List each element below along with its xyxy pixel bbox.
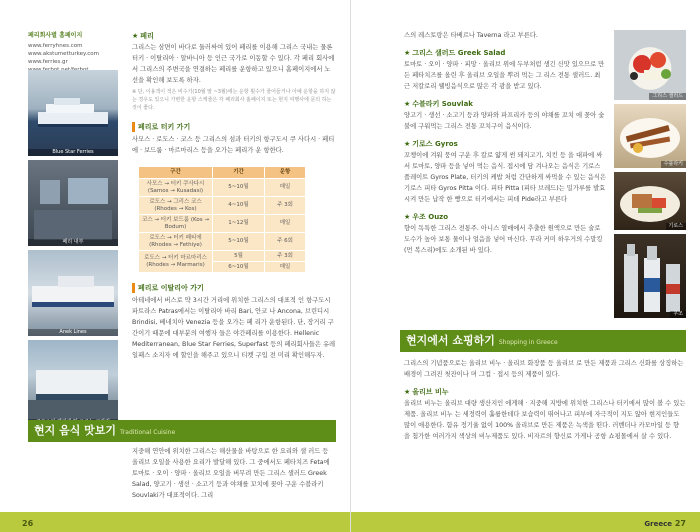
ferry-interior-photo [28,160,118,246]
photo-caption: 페리 내부 [28,239,118,246]
souvlaki-photo [614,104,686,168]
food-band-title: 현지 음식 맛보기 [34,424,117,437]
ferry-schedule-table [138,166,306,273]
table-row: 로도스 → 터키 페티에 (Rhodes → Fethiye) 5~10월 주 6회 [139,233,306,251]
food-section-band [28,420,336,442]
table-row: 로도스 → 터키 마르마리스 (Rhodes → Marmaris) 5월 주 3회 [139,251,306,262]
ouzo-photo [614,234,686,318]
gyros-heading: ★ 기로스 Gyros [404,140,458,148]
table-row: 6~10월 매일 [139,262,306,273]
sidebar-link[interactable]: www.ferries.gr [28,59,68,65]
greek-salad-photo [614,30,686,100]
photo-caption: 기로스 [666,223,687,230]
star-icon: ★ [404,213,411,221]
sidebar-link[interactable]: www.akstumetturkey.com [28,51,99,57]
ouzo-heading: ★ 우조 Ouzo [404,213,449,221]
table-header: 기간 [213,167,265,179]
country-label: Greece [644,520,672,528]
table-header: 운항 [265,167,306,179]
food-band-subtitle: Traditional Cuisine [120,429,176,436]
left-footer-bar [0,512,350,532]
star-icon: ★ [404,100,411,108]
cuisine-text-column [404,30,606,256]
photo-caption: 그리스 샐러드 [649,93,686,100]
gyros-photo [614,172,686,230]
star-icon: ★ [404,140,411,148]
star-icon: ★ [404,388,411,396]
shopping-section-band [400,330,686,352]
turkey-body: 사모스 · 로도스 · 코스 등 그리스의 섬과 터키의 항구도시 쿠 사다시 · 페티에 · 보드룸 · 마르마리스 등을 오가는 페리가 운 항한다. [132,136,335,154]
shopping-band-subtitle: Shopping in Greece [498,339,558,346]
shopping-band-title: 현지에서 쇼핑하기 [406,334,495,347]
souvlaki-heading: ★ 수블라키 Souvlak [404,100,473,108]
anek-lines-photo [28,250,118,336]
table-row: 사모스 → 터키 쿠사다시 (Samos → Kusadasi) 5~10월 매일 [139,179,306,197]
greek-salad-body: 토마토 · 오이 · 양파 · 피망 · 올리브 위에 두부처럼 생긴 신맛 있으므로 만든 페타치즈를 올린 후 올리브 오일을 뿌려 먹는 그 리스 전통 샐러드. 최근 저칼로리 웰빙음식으로 많은 각 광을 받고 있다. [404,61,605,90]
italy-body: 아테네에서 버스로 약 3시간 거리에 위치한 그리스의 대표적 인 항구도시 파트라스 Patras에서는 이탈리아 바리 Bari, 안코 나 Ancona, 브린디시 Brindisi, 베네치아 Venezia 등을 오가는 페 리가 운항된다. 단, 장거리 구간이기 때문에 대부분의 여행자 들은 야간페리를 이용한다. Hellenic Mediterranean, Blue Star Ferries, Superfast 등의 페리회사들은 유레일패스 소지자 에 할인을 해주고 있으니 티켓 구입 전 미리 확인해두자. [132,297,336,359]
shopping-body: 그리스의 기념품으로는 올리브 비누 · 올리브 화장품 등 올리브 로 만든 제품과 그리스 신화를 상징하는 배경이 그려진 첫잔이나 머 그컵 · 접시 등의 제품이 있다. [404,360,684,378]
ferry-heading: ★ 페리 [132,32,154,40]
photo-caption: Blue Star Ferries [28,149,118,156]
star-icon: ★ [132,32,139,40]
ferry-photo [28,70,118,156]
shopping-text-column [404,358,686,442]
table-header: 구간 [139,167,213,179]
olive-soap-body: 올리브 비누는 올리브 대량 생산지인 에게해 · 지중해 지방에 위치한 그리스나 터키에서 많이 볼 수 있는 제품. 올리브 비누 는 세정력이 훌륭한데다 보습력이 뛰어나고 피부에 자극적이 지도 않아 현지인들도 많이 애용한다. 함유 정기율 없이 100% 올리브로 만든 제품은 녹색을 띤다. 러벤더나 카모마일 등 향 을 첨가한 여러가지 색상의 비누제품도 있다. 비자르의 향신료 가게나 공항 쇼핑몰에서 살 수 있다. [404,400,686,440]
ferry-body: 그리스는 삼면이 바다로 둘러싸여 있어 페리를 이용해 그리스 국내는 물론 터키 · 이탈리아 · 알바니아 등 인근 국가로 이동할 수 있다. 각 페리 회사에서 그리스의 주변국을 연결하는 페리를 운항하고 있으니 홈페이지에서 노선을 확인해 보도록 하자. [132,44,335,84]
ferry-sites-sidebar [28,30,120,74]
table-row: 로도스 → 그리스 코스 (Rhodes → Kos) 4~10월 주 3회 [139,197,306,215]
photo-caption: 수블라키 [661,161,686,168]
sidebar-title: 페리회사별 홈페이지 [28,32,83,39]
turkey-heading: 페리로 터키 가기 [132,122,336,132]
table-row: 코스 → 터키 보드룸 (Kos → Bodum) 1~12월 매일 [139,215,306,233]
page-number: 27 [674,519,686,528]
page-number: 26 [22,519,34,528]
ouzo-body: 향이 독특한 그리스 전통주. 아니스 열매에서 추출한 원액으로 만든 술로 도수가 높아 보통 물이나 얼음을 넣어 마신다. 무라 커미 하우거의 수말킹 (먼 복스리)에도 소개된 바 있다. [404,225,603,254]
kos-ferry-photo [28,340,118,426]
photo-caption: Anek Lines [28,329,118,336]
greek-salad-heading: ★ 그리스 샐러드 Greek Salad [404,49,506,57]
photo-caption: 우조 [670,311,686,318]
souvlaki-body: 양고기 · 생선 · 소고기 등과 양파와 파프리카 등의 야채를 꼬치 에 꽂아 숯불에 구워먹는 그리스 전통 꼬치구이 음식이다. [404,112,605,130]
olive-soap-heading: ★ 올리브 비누 [404,388,449,396]
food-intro: 지중해 연안에 위치한 그리스는 해산물을 바탕으로 한 요리와 샐 러드 등 올리브 오일을 사용한 요리가 발달해 있다. 그 중에서도 페타치즈 Feta에 토마토 · 오이 · 양파 · 올리브 오일을 버무려 만든 그리스 샐러드 Greek Salad, 양고기 · 생선 · 소고기 등과 야채를 꼬치에 꽂아 구운 수블라키 Souvlaki가 대표적이다. 그리 [132,448,330,499]
italy-heading: 페리로 이탈리아 가기 [132,283,336,293]
sidebar-link[interactable]: www.ferryhnes.com [28,43,83,49]
ferry-text-column [132,30,336,361]
star-icon: ★ [404,49,411,57]
ferry-note: ※ 단, 이용객이 적은 비수기(10월 말 ~3월)에는 운항 횟수가 줄어들거나 아예 운항을 하지 않는 경우도 있으니 가변한 운항 스케줄은 각 페리회사 홈페이지 또는 현지 여행사에 문의 하는 것이 좋다. [132,89,336,111]
taverna-intro: 스의 레스토랑은 타베르나 Taverna 라고 부른다. [404,32,538,39]
gyros-body: 꼬챙이에 겨워 뭉여 구운 후 칼로 얇게 썬 돼지고기, 치킨 등 을 대파에 싸서 토마토, 양파 등을 넣어 먹는 음식. 접시에 담 겨나오는 음식은 기로스 플레이트 Gyros Plate, 터키의 케밥 처럼 간단하게 싸먹을 수 있는 음식은 기로스 피타 Gyros Pitta 이다. 피타 Pitta (피타 브레드)는 밀가루를 발효시켜 만든 납작 한 빵으로 터키에서는 피데 Pide라고 부른다 [404,152,606,203]
